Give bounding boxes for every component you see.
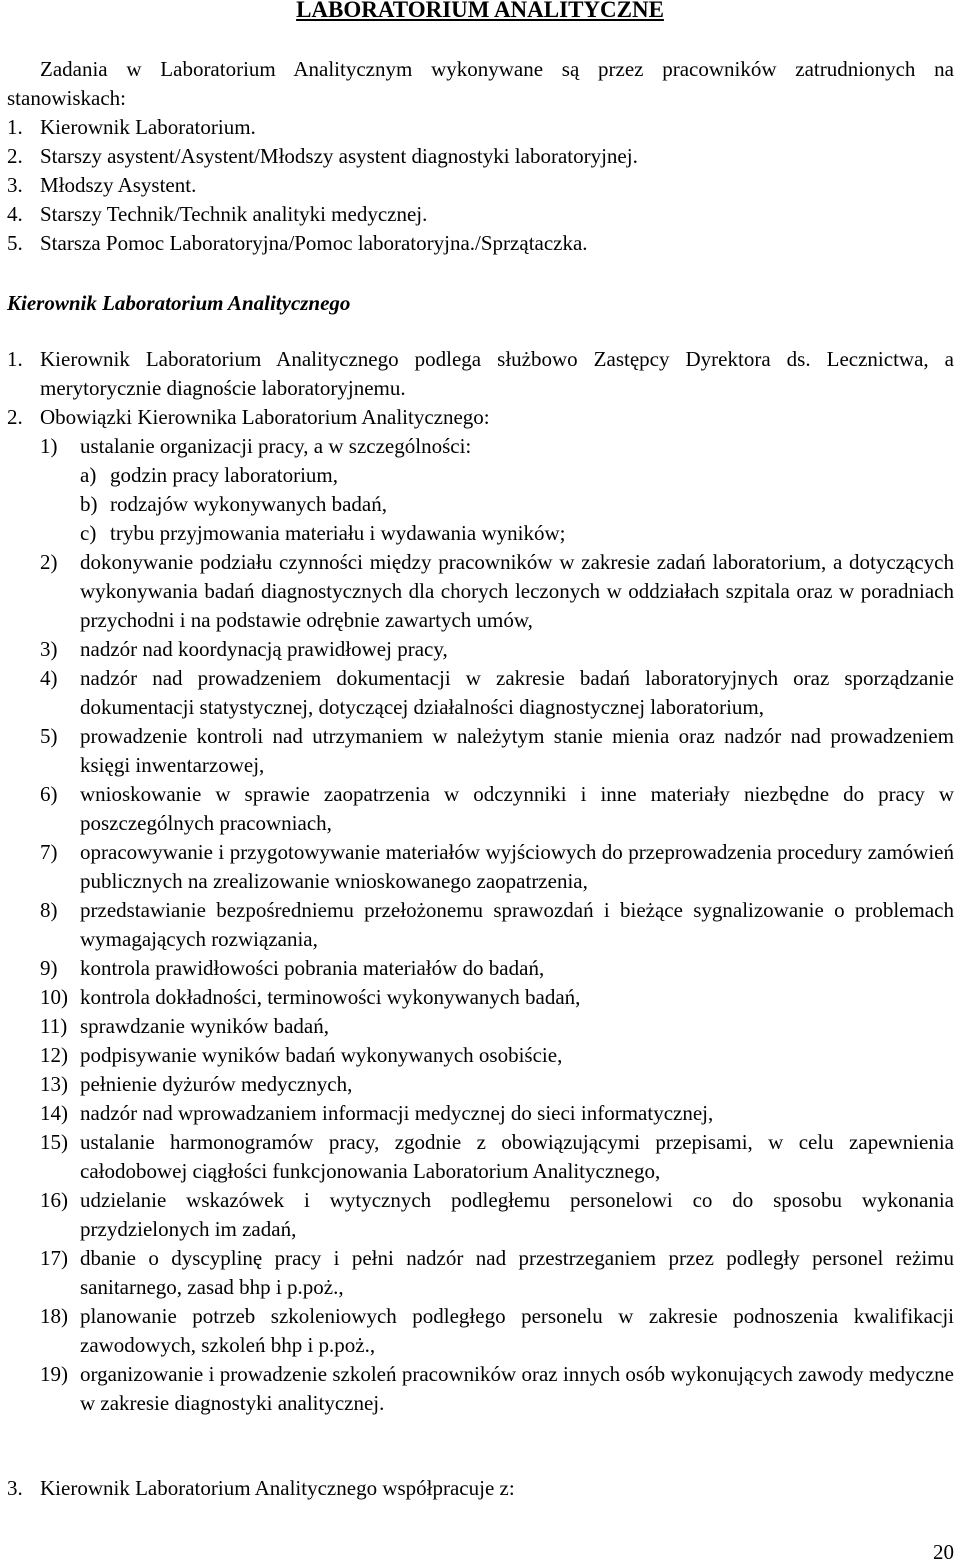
- page-title: LABORATORIUM ANALITYCZNE: [296, 0, 664, 22]
- duty-item: 10) kontrola dokładności, terminowości wykonywanych badań,: [40, 985, 581, 1009]
- duty-item: 6) wnioskowanie w sprawie zaopatrzenia w odczynniki i inne materiały niezbędne do pracy w poszczególnych pracowniach,: [40, 782, 954, 835]
- position-item: 5. Starsza Pomoc Laboratoryjna/Pomoc laboratoryjna./Sprzątaczka.: [7, 231, 588, 255]
- duty-item: 5) prowadzenie kontroli nad utrzymaniem w należytym stanie mienia oraz nadzór nad prowadzeniem księgi inwentarzowej,: [40, 724, 954, 777]
- duty-item: 2) dokonywanie podziału czynności między pracowników w zakresie zadań laboratorium, a dotyczących wykonywania badań diagnostycznych dla chorych leczonych w oddziałach szpitala oraz w poradniach przychodni i na podstawie odrębnie zawartych umów,: [40, 550, 954, 632]
- subitem: c) trybu przyjmowania materiału i wydawania wyników;: [80, 521, 566, 545]
- section-heading: Kierownik Laboratorium Analitycznego: [7, 291, 351, 315]
- section-1-text: Kierownik Laboratorium Analitycznego podlega służbowo Zastępcy Dyrektora ds. Lecznictwa, a merytorycznie diagnoście laboratoryjnemu.: [40, 347, 954, 400]
- duty-item: 8) przedstawianie bezpośredniemu przełożonemu sprawozdań i bieżące sygnalizowanie o problemach wymagających rozwiązania,: [40, 898, 954, 951]
- duty-item: 7) opracowywanie i przygotowywanie materiałów wyjściowych do przeprowadzenia procedury zamówień publicznych na zrealizowanie wnioskowanego zaopatrzenia,: [40, 840, 954, 893]
- subitem: b) rodzajów wykonywanych badań,: [80, 492, 387, 516]
- section-2: 2. Obowiązki Kierownika Laboratorium Analitycznego:: [7, 403, 954, 432]
- duty-item: 4) nadzór nad prowadzeniem dokumentacji w zakresie badań laboratoryjnych oraz sporządzanie dokumentacji statystycznej, dotyczącej działalności diagnostycznej laboratorium,: [40, 666, 954, 719]
- duty-item: 15) ustalanie harmonogramów pracy, zgodnie z obowiązującymi przepisami, w celu zapewnienia całodobowej ciągłości funkcjonowania Laboratorium Analitycznego,: [40, 1130, 954, 1183]
- subitem: a) godzin pracy laboratorium,: [80, 463, 339, 487]
- position-item: 1. Kierownik Laboratorium.: [7, 115, 256, 139]
- duty-item: 13) pełnienie dyżurów medycznych,: [40, 1072, 353, 1096]
- duty-item: 17) dbanie o dyscyplinę pracy i pełni nadzór nad przestrzeganiem przez podległy personel reżimu sanitarnego, zasad bhp i p.poż.,: [40, 1246, 954, 1299]
- duty-item: 16) udzielanie wskazówek i wytycznych podległemu personelowi co do sposobu wykonania przydzielonych im zadań,: [40, 1188, 954, 1241]
- duty-item: 14) nadzór nad wprowadzaniem informacji medycznej do sieci informatycznej,: [40, 1101, 714, 1125]
- intro-paragraph: [7, 55, 954, 113]
- section-1: 1. Kierownik Laboratorium Analitycznego podlega służbowo Zastępcy Dyrektora ds. Lecznictwa, a merytorycznie diagnoście laboratoryjnemu.: [7, 345, 954, 403]
- position-item: 2. Starszy asystent/Asystent/Młodszy asystent diagnostyki laboratoryjnej.: [7, 144, 638, 168]
- section-2-text: Obowiązki Kierownika Laboratorium Analitycznego:: [40, 405, 490, 429]
- duty-item: 11) sprawdzanie wyników badań,: [40, 1014, 330, 1038]
- positions-list: [7, 113, 954, 258]
- position-item: 3. Młodszy Asystent.: [7, 173, 197, 197]
- page-number: 20: [933, 1540, 954, 1564]
- duty-item: 1) ustalanie organizacji pracy, a w szczególności:: [40, 434, 472, 458]
- duty-item: 9) kontrola prawidłowości pobrania materiałów do badań,: [40, 956, 545, 980]
- section-3-text: Kierownik Laboratorium Analitycznego współpracuje z:: [40, 1476, 515, 1500]
- position-item: 4. Starszy Technik/Technik analityki medycznej.: [7, 202, 428, 226]
- duty-item: 19) organizowanie i prowadzenie szkoleń pracowników oraz innych osób wykonujących zawody medyczne w zakresie diagnostyki analitycznej.: [40, 1362, 954, 1415]
- duty-item: 3) nadzór nad koordynacją prawidłowej pracy,: [40, 637, 448, 661]
- duties-list: [40, 432, 954, 1418]
- section-3: 3. Kierownik Laboratorium Analitycznego współpracuje z:: [7, 1474, 954, 1503]
- duty-item: 12) podpisywanie wyników badań wykonywanych osobiście,: [40, 1043, 563, 1067]
- intro-text: Zadania w Laboratorium Analitycznym wykonywane są przez pracowników zatrudnionych na stanowiskach:: [7, 57, 954, 110]
- duty-item: 18) planowanie potrzeb szkoleniowych podległego personelu w zakresie podnoszenia kwalifikacji zawodowych, szkoleń bhp i p.poż.,: [40, 1304, 954, 1357]
